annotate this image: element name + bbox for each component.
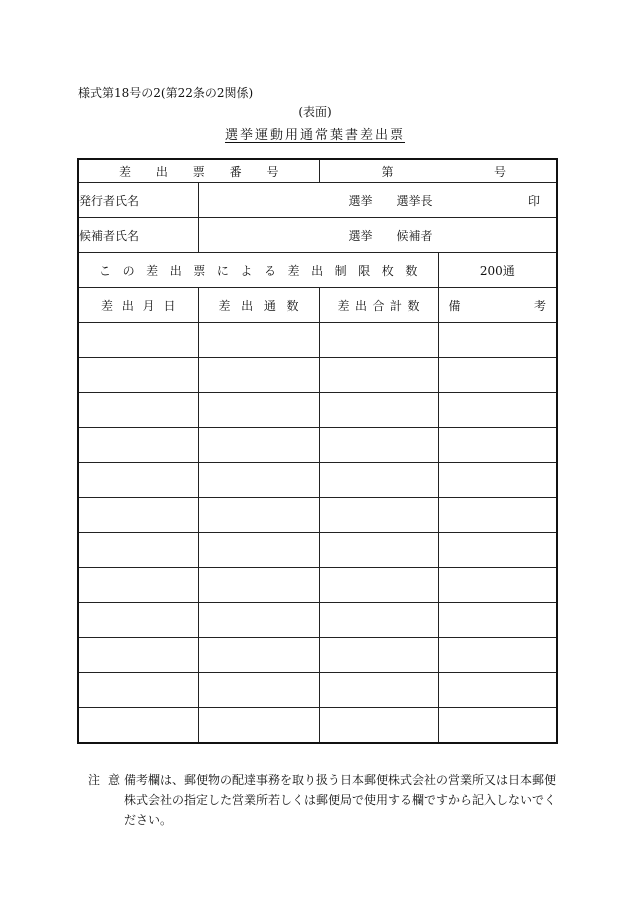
count-cell[interactable] [198, 568, 319, 603]
total-cell[interactable] [319, 428, 438, 463]
candidate-value[interactable] [198, 218, 557, 253]
table-row [78, 323, 557, 358]
total-cell[interactable] [319, 533, 438, 568]
count-cell[interactable] [198, 323, 319, 358]
count-cell[interactable] [198, 498, 319, 533]
issuer-senkyo: 選挙 [348, 193, 373, 208]
count-cell[interactable] [198, 533, 319, 568]
form-number: 様式第18号の2(第22条の2関係) [78, 86, 254, 100]
total-cell[interactable] [319, 393, 438, 428]
remarks-cell[interactable] [438, 498, 557, 533]
side-label: (表面) [298, 105, 332, 119]
ledger-form-table [77, 158, 558, 744]
remarks-cell[interactable] [438, 708, 557, 744]
count-cell[interactable] [198, 358, 319, 393]
issuer-chou: 選挙長 [396, 193, 433, 208]
count-cell[interactable] [198, 638, 319, 673]
total-cell[interactable] [319, 638, 438, 673]
table-row [78, 428, 557, 463]
remarks-cell[interactable] [438, 358, 557, 393]
total-cell[interactable] [319, 603, 438, 638]
note-heading: 注意 [88, 773, 129, 787]
document-title [0, 124, 630, 143]
issuer-row [78, 183, 557, 218]
issuer-value[interactable] [198, 183, 557, 218]
total-cell[interactable] [319, 358, 438, 393]
remarks-cell[interactable] [438, 603, 557, 638]
date-cell[interactable] [78, 533, 198, 568]
slip-number-dai: 第 [381, 164, 394, 179]
table-row [78, 463, 557, 498]
table-row [78, 638, 557, 673]
count-cell[interactable] [198, 428, 319, 463]
entry-grid [78, 323, 557, 744]
date-cell[interactable] [78, 323, 198, 358]
remarks-cell[interactable] [438, 393, 557, 428]
date-cell[interactable] [78, 673, 198, 708]
total-cell[interactable] [319, 498, 438, 533]
footnote [88, 770, 558, 830]
remarks-cell[interactable] [438, 323, 557, 358]
issuer-label: 発行者氏名 [78, 183, 198, 218]
total-cell[interactable] [319, 463, 438, 498]
limit-label: こ の 差 出 票 に よ る 差 出 制 限 枚 数 [78, 253, 438, 288]
date-cell[interactable] [78, 358, 198, 393]
date-cell[interactable] [78, 393, 198, 428]
table-row [78, 708, 557, 744]
date-cell[interactable] [78, 603, 198, 638]
limit-row [78, 253, 557, 288]
slip-number-label: 差 出 票 番 号 [78, 159, 319, 183]
remarks-cell[interactable] [438, 533, 557, 568]
count-cell[interactable] [198, 708, 319, 744]
date-cell[interactable] [78, 638, 198, 673]
table-row [78, 393, 557, 428]
remarks-cell[interactable] [438, 428, 557, 463]
table-row [78, 603, 557, 638]
table-row [78, 498, 557, 533]
col-count-header: 差 出 通 数 [198, 288, 319, 323]
table-row [78, 673, 557, 708]
table-row [78, 568, 557, 603]
date-cell[interactable] [78, 498, 198, 533]
date-cell[interactable] [78, 463, 198, 498]
date-cell[interactable] [78, 708, 198, 744]
total-cell[interactable] [319, 708, 438, 744]
date-cell[interactable] [78, 428, 198, 463]
candidate-row [78, 218, 557, 253]
col-remarks-header: 備 考 [438, 288, 557, 323]
total-cell[interactable] [319, 323, 438, 358]
candidate-label: 候補者氏名 [78, 218, 198, 253]
col-date-header: 差 出 月 日 [78, 288, 198, 323]
limit-value: 200通 [438, 253, 557, 288]
remarks-cell[interactable] [438, 673, 557, 708]
table-row [78, 358, 557, 393]
count-cell[interactable] [198, 463, 319, 498]
candidate-senkyo: 選挙 [348, 228, 373, 243]
slip-number-value[interactable] [319, 159, 557, 183]
col-total-header: 差 出 合 計 数 [319, 288, 438, 323]
remarks-cell[interactable] [438, 568, 557, 603]
candidate-role: 候補者 [396, 228, 433, 243]
date-cell[interactable] [78, 568, 198, 603]
slip-number-go: 号 [494, 164, 507, 179]
slip-number-row [78, 159, 557, 183]
total-cell[interactable] [319, 673, 438, 708]
note-text: 備考欄は、郵便物の配達事務を取り扱う日本郵便株式会社の営業所又は日本郵便株式会社の指定した営業所若しくは郵便局で使用する欄ですから記入しないでください。 [124, 773, 557, 827]
seal-mark: 印 [528, 193, 541, 208]
remarks-cell[interactable] [438, 463, 557, 498]
count-cell[interactable] [198, 673, 319, 708]
count-cell[interactable] [198, 603, 319, 638]
column-header-row [78, 288, 557, 323]
total-cell[interactable] [319, 568, 438, 603]
remarks-cell[interactable] [438, 638, 557, 673]
table-row [78, 533, 557, 568]
count-cell[interactable] [198, 393, 319, 428]
document-title-text: 選挙運動用通常葉書差出票 [224, 128, 405, 143]
